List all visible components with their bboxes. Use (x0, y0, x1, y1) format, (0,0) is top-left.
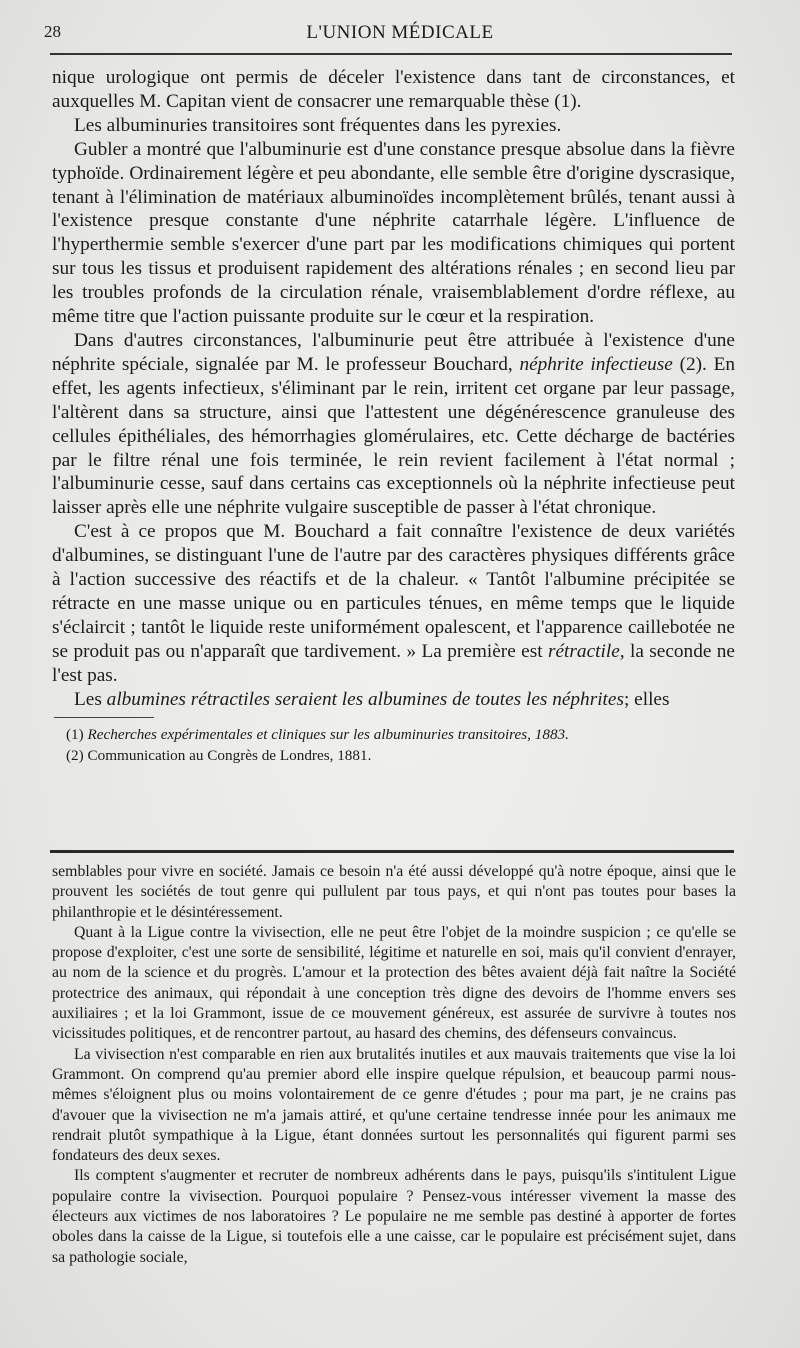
paragraph-text: la seconde ne l'est pas. (52, 640, 735, 686)
article-column-lower (52, 862, 736, 1268)
paragraph: Gubler a montré que l'albuminurie est d'une constance presque absolue dans la fièvre typhoïde. Ordinairement légère et peu abondante, elle semble être d'origine dyscrasique, tenant à l'élimination de matériaux albuminoïdes incomplètement brûlés, tenant aussi à l'existence presque constante d'une néphrite catarrhale légère. L'influence de l'hyperthermie semble s'exercer d'une part par les modifications chimiques qui portent sur tous les tissus et produisent rapidement des altérations rénales ; en second lieu par les troubles profonds de la circulation rénale, vraisemblablement d'ordre réflexe, au même titre que l'action puissante produite sur le cœur et la respiration. (52, 138, 735, 328)
running-header (44, 22, 756, 48)
paragraph (52, 520, 735, 687)
paragraph-text: Les (74, 688, 102, 710)
italic-term: rétractile, (548, 640, 625, 662)
italic-term: néphrite infectieuse (519, 353, 673, 375)
paragraph-text: C'est à ce propos que M. Bouchard a fait connaître l'existence de deux variétés d'albumines, se distinguant l'une de l'autre par des caractères physiques différents grâce à l'action successive des réactifs et de la chaleur. « Tantôt l'albumine précipitée se rétracte en une masse unique ou en particules ténues, en même temps que le liquide s'éclaircit ; tantôt le liquide reste uniformément opalescent, et l'apparence caillebotée ne se produit pas ou n'apparaît que tardivement. » La première est (52, 521, 735, 662)
header-rule (50, 53, 732, 55)
paragraph: Ils comptent s'augmenter et recruter de nombreux adhérents dans le pays, puisqu'ils s'intitulent Ligue populaire contre la vivisection. Pourquoi populaire ? Pensez-vous intéresser vivement la masse des électeurs aux victimes de nos laboratoires ? Le populaire ne me semble pas destiné à apporter de fortes oboles dans la caisse de la Ligue, si toutefois elle a une caisse, car le populaire est précisément sujet, dans sa pathologie sociale, (52, 1167, 736, 1266)
footnote-2: (2) Communication au Congrès de Londres, 1881. (66, 747, 372, 765)
journal-title: L'UNION MÉDICALE (306, 22, 494, 43)
paragraph-text: ; elles (623, 688, 670, 710)
footnote-marker: (1) (66, 726, 84, 744)
italic-phrase: albumines rétractiles seraient les albumines de toutes les néphrites (106, 688, 624, 710)
footnote-title: Recherches expérimentales et cliniques sur les albuminuries transitoires, 1883. (87, 726, 569, 744)
footnote-1 (66, 724, 735, 745)
footnote-rule (54, 717, 154, 718)
article-column-upper (52, 66, 735, 766)
page-number: 28 (44, 22, 61, 41)
paragraph-text: Dans d'autres circonstances, l'albuminurie peut être attribuée à l'existence d'une néphrite spéciale, signalée par M. le professeur Bouchard, (52, 329, 735, 375)
paragraph (52, 329, 735, 520)
paragraph: La vivisection n'est comparable en rien aux brutalités inutiles et aux mauvais traitements que vise la loi Grammont. On comprend qu'au premier abord elle inspire quelque répulsion, et beaucoup parmi nous-mêmes s'éloignent plus ou moins volontairement de ce genre d'études ; pour ma part, je ne crains pas d'avouer que la vivisection ne m'a jamais attiré, et qu'une certaine tendresse innée pour les animaux me rendrait plutôt sympathique à la Ligue, étant données surtout les personnalités qui figurent parmi ses fondateurs des deux sexes. (52, 1045, 736, 1165)
paragraph: semblables pour vivre en société. Jamais ce besoin n'a été aussi développé qu'à notre époque, ainsi que le prouvent les sociétés de tout genre qui pullulent par tous pays, et qui n'ont pas toutes pour bases la philanthropie et le désintéressement. (52, 863, 736, 921)
section-divider (50, 850, 734, 853)
paragraph: Quant à la Ligue contre la vivisection, elle ne peut être l'objet de la moindre suspicion ; ce qu'elle se propose d'exploiter, c'est une sorte de sensibilité, légitime et naturelle en soi, mais qu'il convient d'enrayer, au nom de la science et du progrès. L'amour et la protection des bêtes avaient déjà fait naître la Société protectrice des animaux, qui répondait à une conception très digne des devoirs de l'homme envers ses auxiliaires ; et la loi Grammont, issue de ce mouvement généreux, est assurée de survivre à toutes nos vicissitudes politiques, et de rencontrer partout, au hasard des chemins, des défenseurs convaincus. (52, 923, 736, 1043)
paragraph-text: (2). En effet, les agents infectieux, s'éliminant par le rein, irritent cet organe par leur passage, l'altèrent dans sa structure, ainsi que l'attestent une dégénérescence granuleuse des cellules épithéliales, des hémorrhagies glomérulaires, etc. Cette décharge de bactéries par le filtre rénal une fois terminée, le rein revient facilement à l'état normal ; l'albuminurie cesse, sauf dans certains cas exceptionnels où la néphrite infectieuse peut laisser après elle une néphrite vulgaire susceptible de passer à l'état chronique. (52, 353, 735, 519)
paragraph: Les albuminuries transitoires sont fréquentes dans les pyrexies. (74, 114, 562, 136)
footnotes (52, 724, 735, 766)
paragraph (52, 688, 735, 712)
paragraph: nique urologique ont permis de déceler l'existence dans tant de circonstances, et auxquelles M. Capitan vient de consacrer une remarquable thèse (1). (52, 67, 735, 112)
